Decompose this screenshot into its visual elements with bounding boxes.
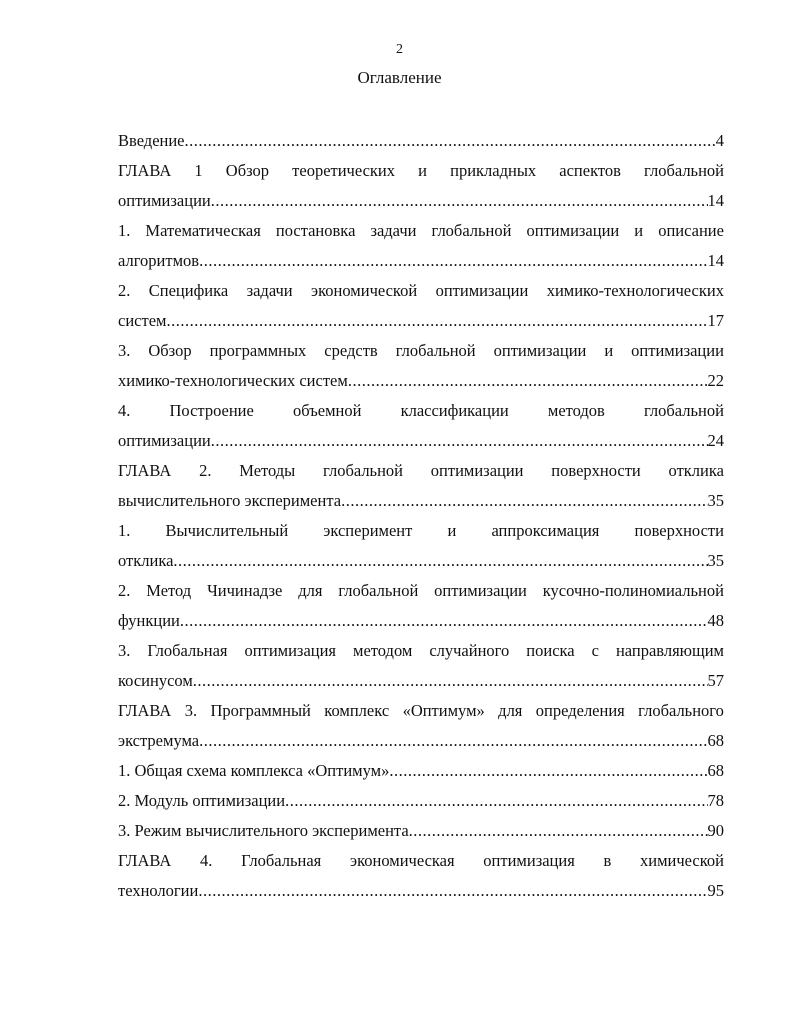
- toc-page-number: 78: [707, 791, 724, 810]
- toc-word: Обзор: [148, 341, 192, 360]
- toc-page-number: 48: [707, 611, 724, 630]
- toc-line: [118, 816, 724, 846]
- toc-page-number: 68: [707, 731, 724, 750]
- toc-word: Обзор: [225, 161, 270, 180]
- toc-line: [118, 276, 724, 306]
- toc-word: и: [418, 161, 427, 180]
- toc-word: Метод: [146, 581, 192, 600]
- toc-entry-title: экстремума: [118, 731, 200, 750]
- toc-word: классификации: [400, 401, 509, 420]
- toc-word: оптимизации: [493, 341, 587, 360]
- toc-word: глобальной: [643, 401, 724, 420]
- toc-line: [118, 246, 724, 276]
- toc-word: Вычислительный: [165, 521, 289, 540]
- toc-page-number: 22: [707, 371, 724, 390]
- toc-entry-title: 2. Модуль оптимизации: [118, 791, 286, 810]
- toc-entry-title: функции: [118, 611, 180, 630]
- toc-word: поиска: [526, 641, 575, 660]
- toc-line: [118, 126, 724, 156]
- toc-line: [118, 786, 724, 816]
- toc-word: 1.: [118, 521, 131, 540]
- toc-line: [118, 306, 724, 336]
- toc-word: отклика: [668, 461, 724, 480]
- toc-word: 3.: [118, 641, 131, 660]
- toc-word: поверхности: [634, 521, 724, 540]
- toc-line: [118, 726, 724, 756]
- toc-line: [118, 456, 724, 486]
- toc-entry-title: оптимизации: [118, 191, 211, 210]
- toc-line: [118, 216, 724, 246]
- toc-word: программных: [209, 341, 307, 360]
- toc-line: [118, 336, 724, 366]
- toc-word: химико-технологических: [546, 281, 724, 300]
- toc-word: определения: [535, 701, 625, 720]
- toc-word: ГЛАВА: [118, 461, 172, 480]
- toc-word: глобальной: [431, 221, 512, 240]
- dot-leader: [341, 486, 707, 516]
- toc-word: ГЛАВА: [118, 851, 172, 870]
- toc-word: Глобальная: [241, 851, 322, 870]
- toc-word: 2.: [118, 581, 131, 600]
- toc-line: [118, 636, 724, 666]
- dot-leader: [199, 726, 707, 756]
- toc-entry-title: 1. Общая схема комплекса «Оптимум»: [118, 761, 390, 780]
- toc-word: оптимизация: [483, 851, 575, 870]
- toc-page-number: 35: [707, 551, 724, 570]
- toc-word: Методы: [239, 461, 296, 480]
- toc-word: глобальной: [338, 581, 419, 600]
- toc-line: [118, 426, 724, 456]
- toc-line: [118, 186, 724, 216]
- toc-page-number: 17: [707, 311, 724, 330]
- toc-entry-title: алгоритмов: [118, 251, 200, 270]
- toc-line: [118, 576, 724, 606]
- toc-word: аспектов: [559, 161, 621, 180]
- toc-word: оптимизации: [631, 341, 724, 360]
- dot-leader: [166, 306, 707, 336]
- toc-entry-title: косинусом: [118, 671, 193, 690]
- toc-word: глобального: [638, 701, 724, 720]
- toc-word: теоретических: [292, 161, 396, 180]
- dot-leader: [409, 816, 708, 846]
- toc-page-number: 14: [707, 251, 724, 270]
- toc-entry-title: химико-технологических систем: [118, 371, 348, 390]
- toc-word: 4.: [118, 401, 131, 420]
- toc-word: химической: [640, 851, 724, 870]
- toc-word: аппроксимация: [491, 521, 600, 540]
- toc-page-number: 68: [707, 761, 724, 780]
- toc-word: 1.: [118, 221, 131, 240]
- toc-page-number: 57: [707, 671, 724, 690]
- toc-entry-title: Введение: [118, 131, 185, 150]
- toc-word: оптимизации: [435, 281, 529, 300]
- toc-word: 2.: [199, 461, 212, 480]
- toc-word: поверхности: [551, 461, 641, 480]
- toc-word: средств: [324, 341, 378, 360]
- toc-entry-title: систем: [118, 311, 167, 330]
- toc-word: с: [591, 641, 599, 660]
- dot-leader: [348, 366, 708, 396]
- toc-word: 3.: [184, 701, 198, 720]
- toc-word: комплекс: [324, 701, 390, 720]
- table-of-contents: [118, 126, 724, 906]
- toc-word: кусочно-полиномиальной: [542, 581, 724, 600]
- toc-word: Математическая: [145, 221, 261, 240]
- toc-word: методом: [353, 641, 413, 660]
- toc-line: [118, 546, 724, 576]
- toc-word: эксперимент: [323, 521, 413, 540]
- toc-word: и: [604, 341, 614, 360]
- toc-line: [118, 156, 724, 186]
- dot-leader: [180, 606, 708, 636]
- toc-word: оптимизация: [244, 641, 337, 660]
- toc-line: [118, 696, 724, 726]
- toc-word: экономическая: [349, 851, 455, 870]
- page-title: Оглавление: [357, 68, 442, 87]
- toc-entry-title: технологии: [118, 881, 199, 900]
- toc-word: ГЛАВА: [118, 161, 172, 180]
- toc-page-number: 14: [707, 191, 724, 210]
- toc-word: для: [498, 701, 523, 720]
- toc-word: Чичинадзе: [207, 581, 283, 600]
- toc-line: [118, 876, 724, 906]
- toc-entry-title: 3. Режим вычислительного эксперимента: [118, 821, 409, 840]
- toc-line: [118, 666, 724, 696]
- toc-entry-title: отклика: [118, 551, 174, 570]
- dot-leader: [285, 786, 707, 816]
- toc-word: глобальной: [323, 461, 403, 480]
- dot-leader: [193, 666, 708, 696]
- toc-line: [118, 846, 724, 876]
- toc-word: экономической: [311, 281, 418, 300]
- toc-word: в: [603, 851, 612, 870]
- toc-word: направляющим: [615, 641, 724, 660]
- toc-word: Построение: [169, 401, 254, 420]
- dot-leader: [198, 876, 707, 906]
- dot-leader: [185, 126, 716, 156]
- toc-word: постановка: [275, 221, 356, 240]
- toc-word: 2.: [118, 281, 131, 300]
- toc-word: задачи: [370, 221, 417, 240]
- toc-word: и: [634, 221, 644, 240]
- toc-line: [118, 606, 724, 636]
- toc-word: 1: [194, 161, 203, 180]
- toc-page-number: 95: [707, 881, 724, 900]
- dot-leader: [211, 186, 708, 216]
- toc-word: прикладных: [450, 161, 537, 180]
- dot-leader: [199, 246, 707, 276]
- dot-leader: [211, 426, 708, 456]
- toc-page-number: 90: [707, 821, 724, 840]
- toc-word: задачи: [246, 281, 293, 300]
- dot-leader: [389, 756, 707, 786]
- toc-word: случайного: [429, 641, 510, 660]
- toc-word: методов: [547, 401, 605, 420]
- toc-word: 4.: [200, 851, 213, 870]
- toc-line: [118, 366, 724, 396]
- toc-word: глобальной: [395, 341, 476, 360]
- toc-word: оптимизации: [430, 461, 524, 480]
- toc-word: оптимизации: [434, 581, 527, 600]
- toc-line: [118, 516, 724, 546]
- toc-word: оптимизации: [526, 221, 620, 240]
- toc-line: [118, 756, 724, 786]
- toc-word: Глобальная: [147, 641, 228, 660]
- toc-line: [118, 396, 724, 426]
- toc-word: 3.: [118, 341, 131, 360]
- toc-word: для: [298, 581, 323, 600]
- toc-entry-title: оптимизации: [118, 431, 211, 450]
- toc-word: Специфика: [148, 281, 229, 300]
- toc-word: описание: [658, 221, 724, 240]
- toc-word: и: [447, 521, 457, 540]
- toc-word: объемной: [292, 401, 362, 420]
- toc-word: глобальной: [644, 161, 724, 180]
- toc-line: [118, 486, 724, 516]
- toc-page-number: 35: [707, 491, 724, 510]
- toc-word: ГЛАВА: [118, 701, 172, 720]
- toc-entry-title: вычислительного эксперимента: [118, 491, 342, 510]
- toc-word: Программный: [210, 701, 311, 720]
- dot-leader: [173, 546, 707, 576]
- toc-page-number: 24: [707, 431, 724, 450]
- page-number: 2: [396, 42, 403, 57]
- toc-page-number: 4: [715, 131, 724, 150]
- toc-word: «Оптимум»: [402, 701, 485, 720]
